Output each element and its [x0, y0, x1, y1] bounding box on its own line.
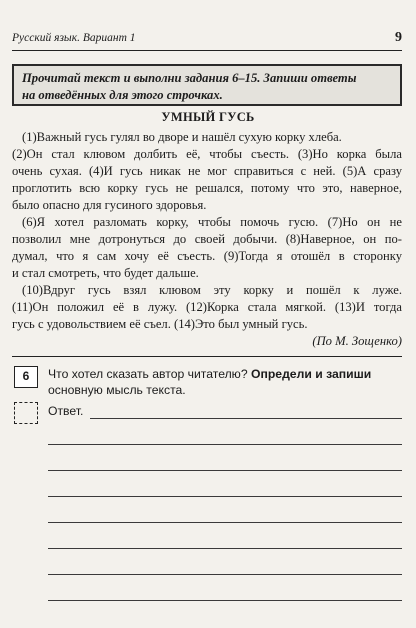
- answer-checkbox[interactable]: [14, 402, 38, 424]
- story-line: (1)Важный гусь гулял во дворе и нашёл сухую корку хлеба.: [22, 130, 342, 144]
- story-line: и стал смотреть, что будет дальше.: [12, 266, 199, 280]
- story-line: очень сухая. (4)И гусь никак не мог справиться с ней. (5)А сразу: [12, 164, 402, 178]
- instruction-box: [12, 64, 402, 106]
- story-line: (2)Он стал клювом долбить её, чтобы съесть. (3)Но корка была: [12, 147, 402, 161]
- running-head: [12, 32, 402, 52]
- answer-line[interactable]: [48, 444, 402, 445]
- answer-label: Ответ.: [48, 404, 84, 418]
- story-title: УМНЫЙ ГУСЬ: [161, 110, 255, 124]
- task-rule: [12, 356, 402, 357]
- story-line: (6)Я хотел разломать корку, чтобы помочь гусю. (7)Но он не: [22, 215, 402, 229]
- answer-line[interactable]: [48, 522, 402, 523]
- story-line: позволил мне дотронуться до своей добычи. (8)Наверное, он по-: [12, 232, 402, 246]
- page-number: 9: [395, 30, 402, 45]
- story-line: думал, что я сам хочу её съесть. (9)Тогда я отошёл в сторонку: [12, 249, 402, 263]
- story-line: (10)Вдруг гусь взял клювом эту корку и пошёл к луже.: [22, 283, 402, 297]
- story-line: гусь с удовольствием её съел. (14)Это был умный гусь.: [12, 317, 308, 331]
- task-number-badge: 6: [14, 366, 38, 388]
- answer-line[interactable]: [48, 496, 402, 497]
- subject-title: Русский язык. Вариант 1: [12, 32, 136, 44]
- story-line: проглотить всю корку гусь не решался, потому что это, наверное,: [12, 181, 402, 195]
- answer-line[interactable]: [48, 574, 402, 575]
- answer-line[interactable]: [48, 548, 402, 549]
- instruction-line-1: Прочитай текст и выполни задания 6–15. Запиши ответы: [22, 71, 357, 85]
- question-emphasis: Определи и запиши: [251, 367, 372, 381]
- story-author: (По М. Зощенко): [312, 334, 402, 348]
- instruction-line-2: на отведённых для этого строчках.: [22, 88, 223, 102]
- story-line: было опасно для гусиного здоровья.: [12, 198, 207, 212]
- header-rule: [12, 50, 402, 51]
- story-line: (11)Он положил её в лужу. (12)Корка стала мягкой. (13)И тогда: [12, 300, 402, 314]
- answer-line[interactable]: [48, 470, 402, 471]
- question-text: Что хотел сказать автор читателю?: [48, 367, 248, 381]
- answer-line[interactable]: [90, 418, 402, 419]
- task-question: [48, 366, 402, 398]
- answer-line[interactable]: [48, 600, 402, 601]
- question-line-2: основную мысль текста.: [48, 383, 186, 397]
